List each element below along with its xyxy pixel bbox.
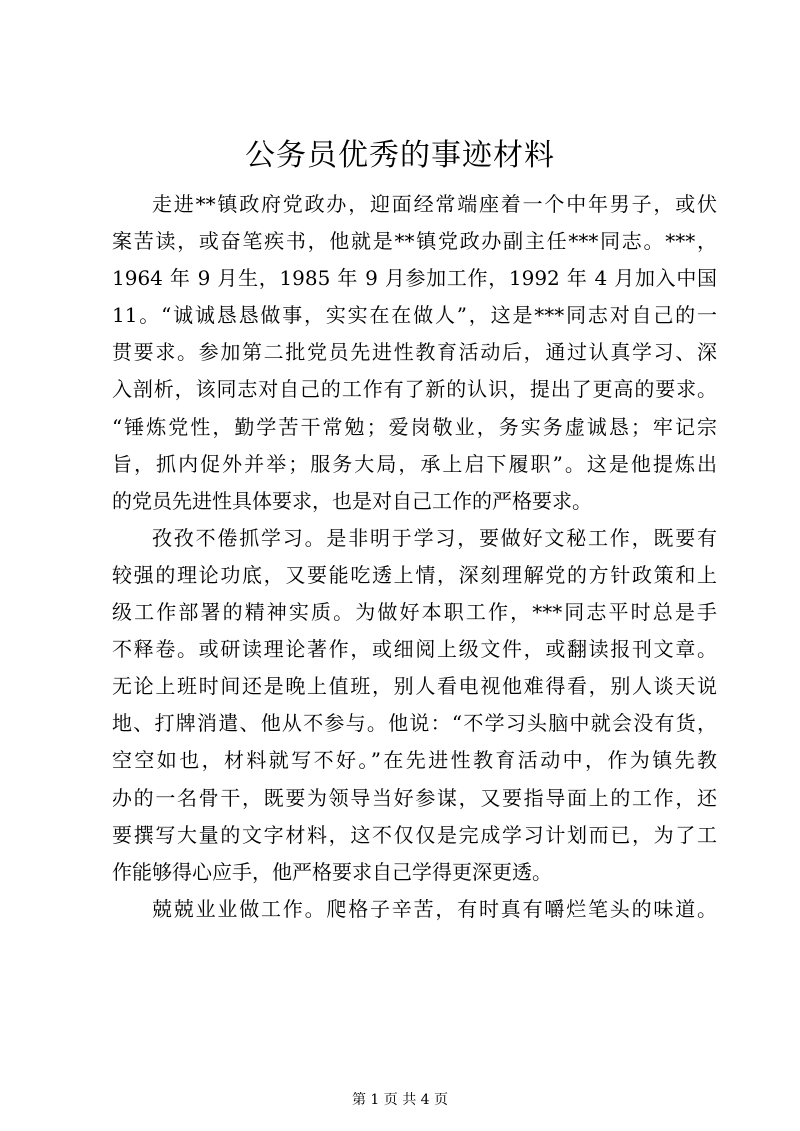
paragraph-line: 1964 年 9 月生，1985 年 9 月参加工作，1992 年 4 月加入中国: [112, 266, 717, 291]
document-title: 公务员优秀的事迹材料: [245, 138, 555, 173]
paragraph-line: 孜孜不倦抓学习。是非明于学习，要做好文秘工作，既要有: [152, 525, 717, 550]
paragraph-line: 较强的理论功底，又要能吃透上情，深刻理解党的方针政策和上: [112, 562, 717, 587]
paragraph-line: 不释卷。或研读理论著作，或细阅上级文件，或翻读报刊文章。: [112, 637, 717, 662]
paragraph-line: 级工作部署的精神实质。为做好本职工作，***同志平时总是手: [112, 600, 717, 625]
paragraph-line: 入剖析，该同志对自己的工作有了新的认识，提出了更高的要求。: [112, 377, 717, 402]
paragraph-line: 的党员先进性具体要求，也是对自己工作的严格要求。: [112, 488, 592, 513]
paragraph-line: 走进**镇政府党政办，迎面经常端座着一个中年男子，或伏: [152, 192, 717, 216]
paragraph-line: 旨，抓内促外并举；服务大局，承上启下履职”。这是他提炼出: [112, 451, 717, 476]
paragraph-line: “锤炼党性，勤学苦干常勉；爱岗敬业，务实务虚诚恳；牢记宗: [112, 414, 717, 439]
paragraph-line: 地、打牌消遣、他从不参与。他说：“不学习头脑中就会没有货，: [112, 711, 717, 736]
paragraph-line: 贯要求。参加第二批党员先进性教育活动后，通过认真学习、深: [112, 340, 717, 365]
page-number: 第 1 页 共 4 页: [351, 1092, 449, 1108]
paragraph-line: 要撰写大量的文字材料，这不仅仅是完成学习计划而已，为了工: [112, 822, 717, 847]
paragraph-line: 无论上班时间还是晚上值班，别人看电视他难得看，别人谈天说: [112, 674, 717, 699]
paragraph-line: 11。“诚诚恳恳做事，实实在在做人”，这是***同志对自己的一: [112, 303, 717, 328]
paragraph-line: 办的一名骨干，既要为领导当好参谋，又要指导面上的工作，还: [112, 785, 717, 810]
paragraph-line: 兢兢业业做工作。爬格子辛苦，有时真有嚼烂笔头的味道。: [152, 896, 717, 921]
document-body: [112, 186, 717, 928]
paragraph-line: 作能够得心应手，他严格要求自己学得更深更透。: [112, 859, 552, 884]
paragraph-line: 案苦读，或奋笔疾书，他就是**镇党政办副主任***同志。***，: [112, 229, 717, 254]
paragraph-line: 空空如也，材料就写不好。”在先进性教育活动中，作为镇先教: [112, 748, 717, 773]
